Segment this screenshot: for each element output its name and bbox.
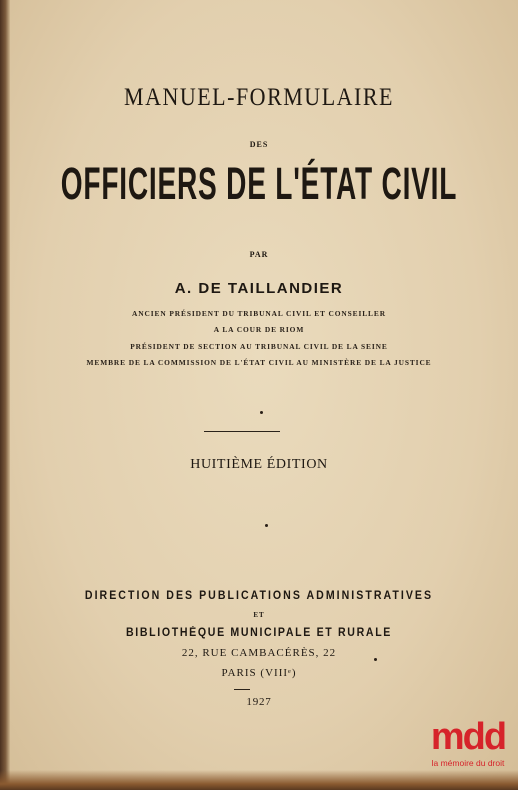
author-credential-3: PRÉSIDENT DE SECTION AU TRIBUNAL CIVIL DE LA SEINE	[130, 342, 388, 351]
mdd-watermark-logo[interactable]	[422, 718, 514, 776]
logo-tagline: la mémoire du droit	[431, 758, 505, 768]
publisher-line-1: DIRECTION DES PUBLICATIONS ADMINISTRATIVES	[84, 590, 434, 602]
author-name: A. DE TAILLANDIER	[174, 280, 344, 297]
author-credential-4: MEMBRE DE LA COMMISSION DE L'ÉTAT CIVIL AU MINISTÈRE DE LA JUSTICE	[86, 358, 432, 367]
short-divider-rule	[234, 689, 250, 690]
publication-year: 1927	[246, 696, 272, 708]
print-speck	[265, 524, 268, 527]
title-connector: DES	[249, 140, 269, 149]
edition-label: HUITIÈME ÉDITION	[190, 457, 328, 472]
publisher-city: PARIS (VIIIᵉ)	[221, 667, 297, 679]
publisher-connector: ET	[253, 611, 265, 619]
print-speck	[260, 411, 263, 414]
by-label: PAR	[249, 250, 269, 259]
author-credential-2: A LA COUR DE RIOM	[213, 325, 305, 334]
print-speck	[374, 658, 377, 661]
main-title: OFFICIERS DE L'ÉTAT CIVIL	[60, 157, 458, 209]
title-line-1: MANUEL-FORMULAIRE	[124, 82, 394, 111]
publisher-line-2: BIBLIOTHÈQUE MUNICIPALE ET RURALE	[125, 627, 393, 639]
publisher-address: 22, RUE CAMBACÉRÈS, 22	[181, 647, 337, 659]
author-credential-1: ANCIEN PRÉSIDENT DU TRIBUNAL CIVIL ET CONSEILLER	[132, 309, 386, 318]
divider-rule	[204, 431, 280, 432]
mdd-logo-icon: mdd	[430, 716, 506, 758]
